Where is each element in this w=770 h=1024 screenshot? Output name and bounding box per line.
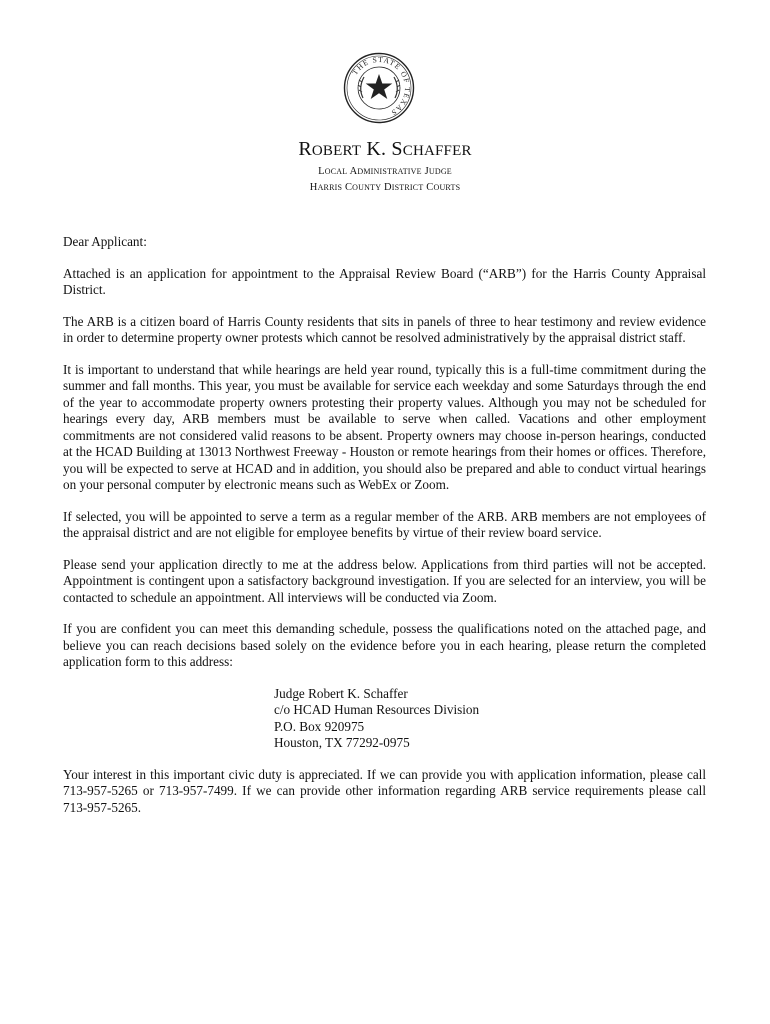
paragraph-send-application: Please send your application directly to me at the address below. Applications from third parties will not be accepted. Appointment is contingent upon a satisfactory background investigation. If you are selected for an interview, you will be contacted to schedule an appointment. All interviews will be conducted via Zoom.: [63, 556, 706, 605]
address-line: P.O. Box 920975: [274, 718, 365, 734]
paragraph-closing: Your interest in this important civic duty is appreciated. If we can provide you with application information, please call 713-957-5265 or 713-957-7499. If we can provide other information regarding ARB service requirements please call 713-957-5265.: [63, 766, 706, 815]
letter-body: [63, 234, 706, 831]
paragraph-arb-description: The ARB is a citizen board of Harris County residents that sits in panels of three to hear testimony and review evidence in order to determine property owner protests which cannot be resolved administratively by the appraisal district staff.: [63, 313, 706, 345]
paragraph-commitment: It is important to understand that while hearings are held year round, typically this is a full-time commitment during the summer and fall months. This year, you must be available for service each weekday and some Saturdays through the end of the year to accommodate property owners protesting their property values. Although you may not be scheduled for hearings every day, ARB members must be available to serve when called. Vacations and other employment commitments are not considered valid reasons to be absent. Property owners may choose in-person hearings, conducted at the HCAD Building at 13013 Northwest Freeway - Houston or remote hearings from their homes or offices. Therefore, you will be expected to serve at HCAD and in addition, you should also be prepared and able to conduct virtual hearings on your personal computer by electronic means such as WebEx or Zoom.: [63, 361, 706, 492]
mailing-address: [274, 686, 706, 752]
salutation: Dear Applicant:: [63, 234, 147, 249]
texas-state-seal-icon: [343, 52, 415, 124]
address-line: c/o HCAD Human Resources Division: [274, 702, 480, 717]
paragraph-attachment: Attached is an application for appointment to the Appraisal Review Board (“ARB”) for the Harris County Appraisal District.: [63, 265, 706, 297]
address-line: Houston, TX 77292-0975: [274, 735, 410, 750]
paragraph-term: If selected, you will be appointed to serve a term as a regular member of the ARB. ARB members are not employees of the appraisal district and are not eligible for employee benefits by virtue of their review board service.: [63, 508, 706, 540]
paragraph-return-form: If you are confident you can meet this demanding schedule, possess the qualifications noted on the attached page, and believe you can reach decisions based solely on the evidence before you in each hearing, please return the completed application form to this address:: [63, 621, 706, 669]
address-line: Judge Robert K. Schaffer: [274, 685, 408, 701]
letterhead-court: HARRIS COUNTY DISTRICT COURTS: [309, 182, 461, 193]
svg-text:THE STATE OF TEXAS: THE STATE OF TEXAS: [350, 54, 413, 118]
letterhead-name: ROBERT K. SCHAFFER: [298, 138, 472, 160]
letterhead-title: LOCAL ADMINISTRATIVE JUDGE: [318, 166, 452, 177]
